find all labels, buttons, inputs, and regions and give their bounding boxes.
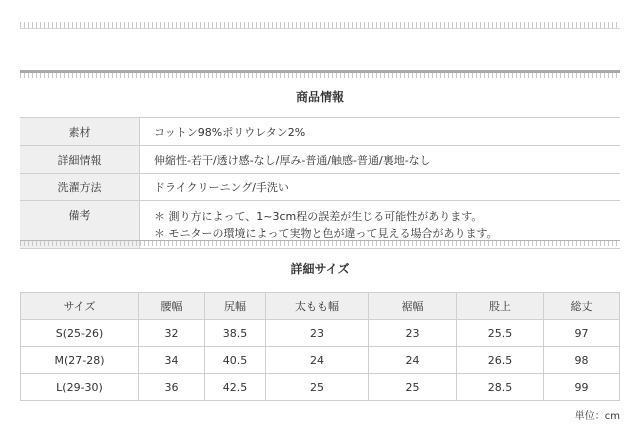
table-cell: 24: [369, 347, 457, 374]
column-header: 尻幅: [205, 293, 266, 320]
product-info-title: 商品情報: [295, 90, 344, 104]
table-cell: 97: [544, 320, 620, 347]
column-header: サイズ: [21, 293, 139, 320]
table-cell: 42.5: [205, 374, 266, 401]
info-label: 詳細情報: [20, 146, 140, 174]
table-cell: 40.5: [205, 347, 266, 374]
column-header: 総丈: [544, 293, 620, 320]
info-value: 伸縮性-若干/透け感-なし/厚み-普通/触感-普通/裏地-なし: [140, 146, 621, 174]
table-cell: 32: [139, 320, 205, 347]
table-cell: 99: [544, 374, 620, 401]
info-row-material: [20, 118, 620, 146]
table-row: [21, 347, 620, 374]
size-label: M(27-28): [21, 347, 139, 374]
note-line: ＊ 測り方によって、1~3cm程の誤差が生じる可能性があります。: [154, 209, 483, 223]
table-cell: 25.5: [457, 320, 544, 347]
info-label: 素材: [20, 118, 140, 146]
table-cell: 24: [266, 347, 369, 374]
size-label: L(29-30): [21, 374, 139, 401]
info-value: コットン98%ポリウレタン2%: [140, 118, 621, 146]
column-header: 裾幅: [369, 293, 457, 320]
size-table: [20, 292, 620, 401]
table-cell: 26.5: [457, 347, 544, 374]
unit-note: 単位：cm: [574, 411, 620, 422]
column-header: 太もも幅: [266, 293, 369, 320]
table-row: [21, 320, 620, 347]
info-value: ドライクリーニング/手洗い: [140, 174, 621, 201]
product-info-table: [20, 117, 620, 249]
table-row: [21, 374, 620, 401]
table-cell: 36: [139, 374, 205, 401]
size-label: S(25-26): [21, 320, 139, 347]
table-cell: 38.5: [205, 320, 266, 347]
top-ruler-divider: [20, 22, 620, 29]
info-row-washing: [20, 174, 620, 201]
size-info-title: 詳細サイズ: [290, 262, 350, 276]
table-cell: 25: [369, 374, 457, 401]
note-line: ＊ モニターの環境によって実物と色が違って見える場合があります。: [154, 226, 498, 240]
ruler-divider: [20, 70, 620, 78]
table-cell: 98: [544, 347, 620, 374]
table-cell: 28.5: [457, 374, 544, 401]
column-header: 股上: [457, 293, 544, 320]
info-row-details: [20, 146, 620, 174]
table-cell: 34: [139, 347, 205, 374]
size-table-header: [21, 293, 620, 320]
column-header: 腰幅: [139, 293, 205, 320]
info-label: 備考: [20, 201, 140, 249]
info-label: 洗濯方法: [20, 174, 140, 201]
ruler-divider: [20, 240, 620, 246]
table-cell: 23: [266, 320, 369, 347]
table-cell: 23: [369, 320, 457, 347]
table-cell: 25: [266, 374, 369, 401]
